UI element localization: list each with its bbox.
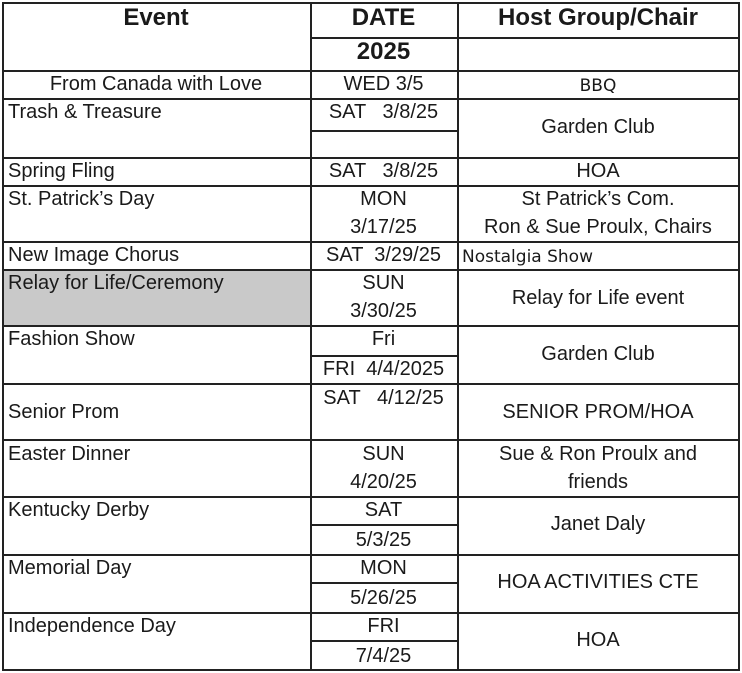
event-date: SAT 3/8/25 [328, 160, 439, 182]
header-date: DATE [351, 4, 416, 31]
header-date-year: 2025 [356, 38, 411, 65]
event-date: WED 3/5 [343, 73, 424, 95]
event-date-line2: 4/20/25 [350, 471, 417, 493]
event-host-line2: Ron & Sue Proulx, Chairs [484, 216, 712, 238]
event-host: Garden Club [541, 116, 655, 138]
event-date-line2: 3/30/25 [350, 300, 417, 322]
event-host: HOA ACTIVITIES CTE [497, 571, 699, 593]
event-name: From Canada with Love [49, 73, 263, 95]
event-name: Independence Day [8, 615, 176, 637]
event-date: MON [360, 557, 407, 579]
event-name: Spring Fling [8, 160, 115, 182]
event-date: MON [360, 188, 407, 210]
event-date: Fri [371, 328, 396, 350]
border-left [2, 2, 4, 670]
event-host: HOA [576, 160, 620, 182]
event-name: Relay for Life/Ceremony [8, 272, 224, 294]
event-name: Memorial Day [8, 557, 132, 579]
event-date-line2: 3/17/25 [350, 216, 417, 238]
event-name: St. Patrick’s Day [8, 188, 155, 210]
event-host: Sue & Ron Proulx and [499, 443, 697, 465]
event-date-line2: 5/3/25 [355, 529, 412, 551]
header-host: Host Group/Chair [497, 4, 698, 31]
event-name: Trash & Treasure [8, 101, 162, 123]
event-host: Janet Daly [550, 513, 646, 535]
event-host: BBQ [579, 76, 617, 96]
event-host: Garden Club [541, 343, 655, 365]
event-date-line2: FRI 4/4/2025 [322, 358, 445, 380]
header-event: Event [123, 4, 189, 31]
row-line [310, 130, 458, 132]
event-host: Relay for Life event [511, 287, 685, 309]
event-date: SUN [362, 443, 405, 465]
event-date: SAT 4/12/25 [323, 387, 444, 409]
event-host: HOA [576, 629, 620, 651]
event-name: Kentucky Derby [8, 499, 150, 521]
event-name: Fashion Show [8, 328, 135, 350]
event-date: SUN [362, 272, 405, 294]
event-host-line2: friends [567, 471, 629, 493]
event-host: Nostalgia Show [462, 247, 593, 267]
event-date-line2: 7/4/25 [355, 645, 412, 667]
event-date: SAT 3/8/25 [328, 101, 439, 123]
event-host: St Patrick’s Com. [521, 188, 675, 210]
event-date: FRI [367, 615, 400, 637]
event-date: SAT 3/29/25 [326, 244, 441, 266]
event-host: SENIOR PROM/HOA [502, 401, 694, 423]
event-name: New Image Chorus [8, 244, 180, 266]
event-date-line2: 5/26/25 [350, 587, 417, 609]
event-name: Easter Dinner [8, 443, 131, 465]
event-name: Senior Prom [8, 401, 120, 423]
event-date: SAT [364, 499, 403, 521]
